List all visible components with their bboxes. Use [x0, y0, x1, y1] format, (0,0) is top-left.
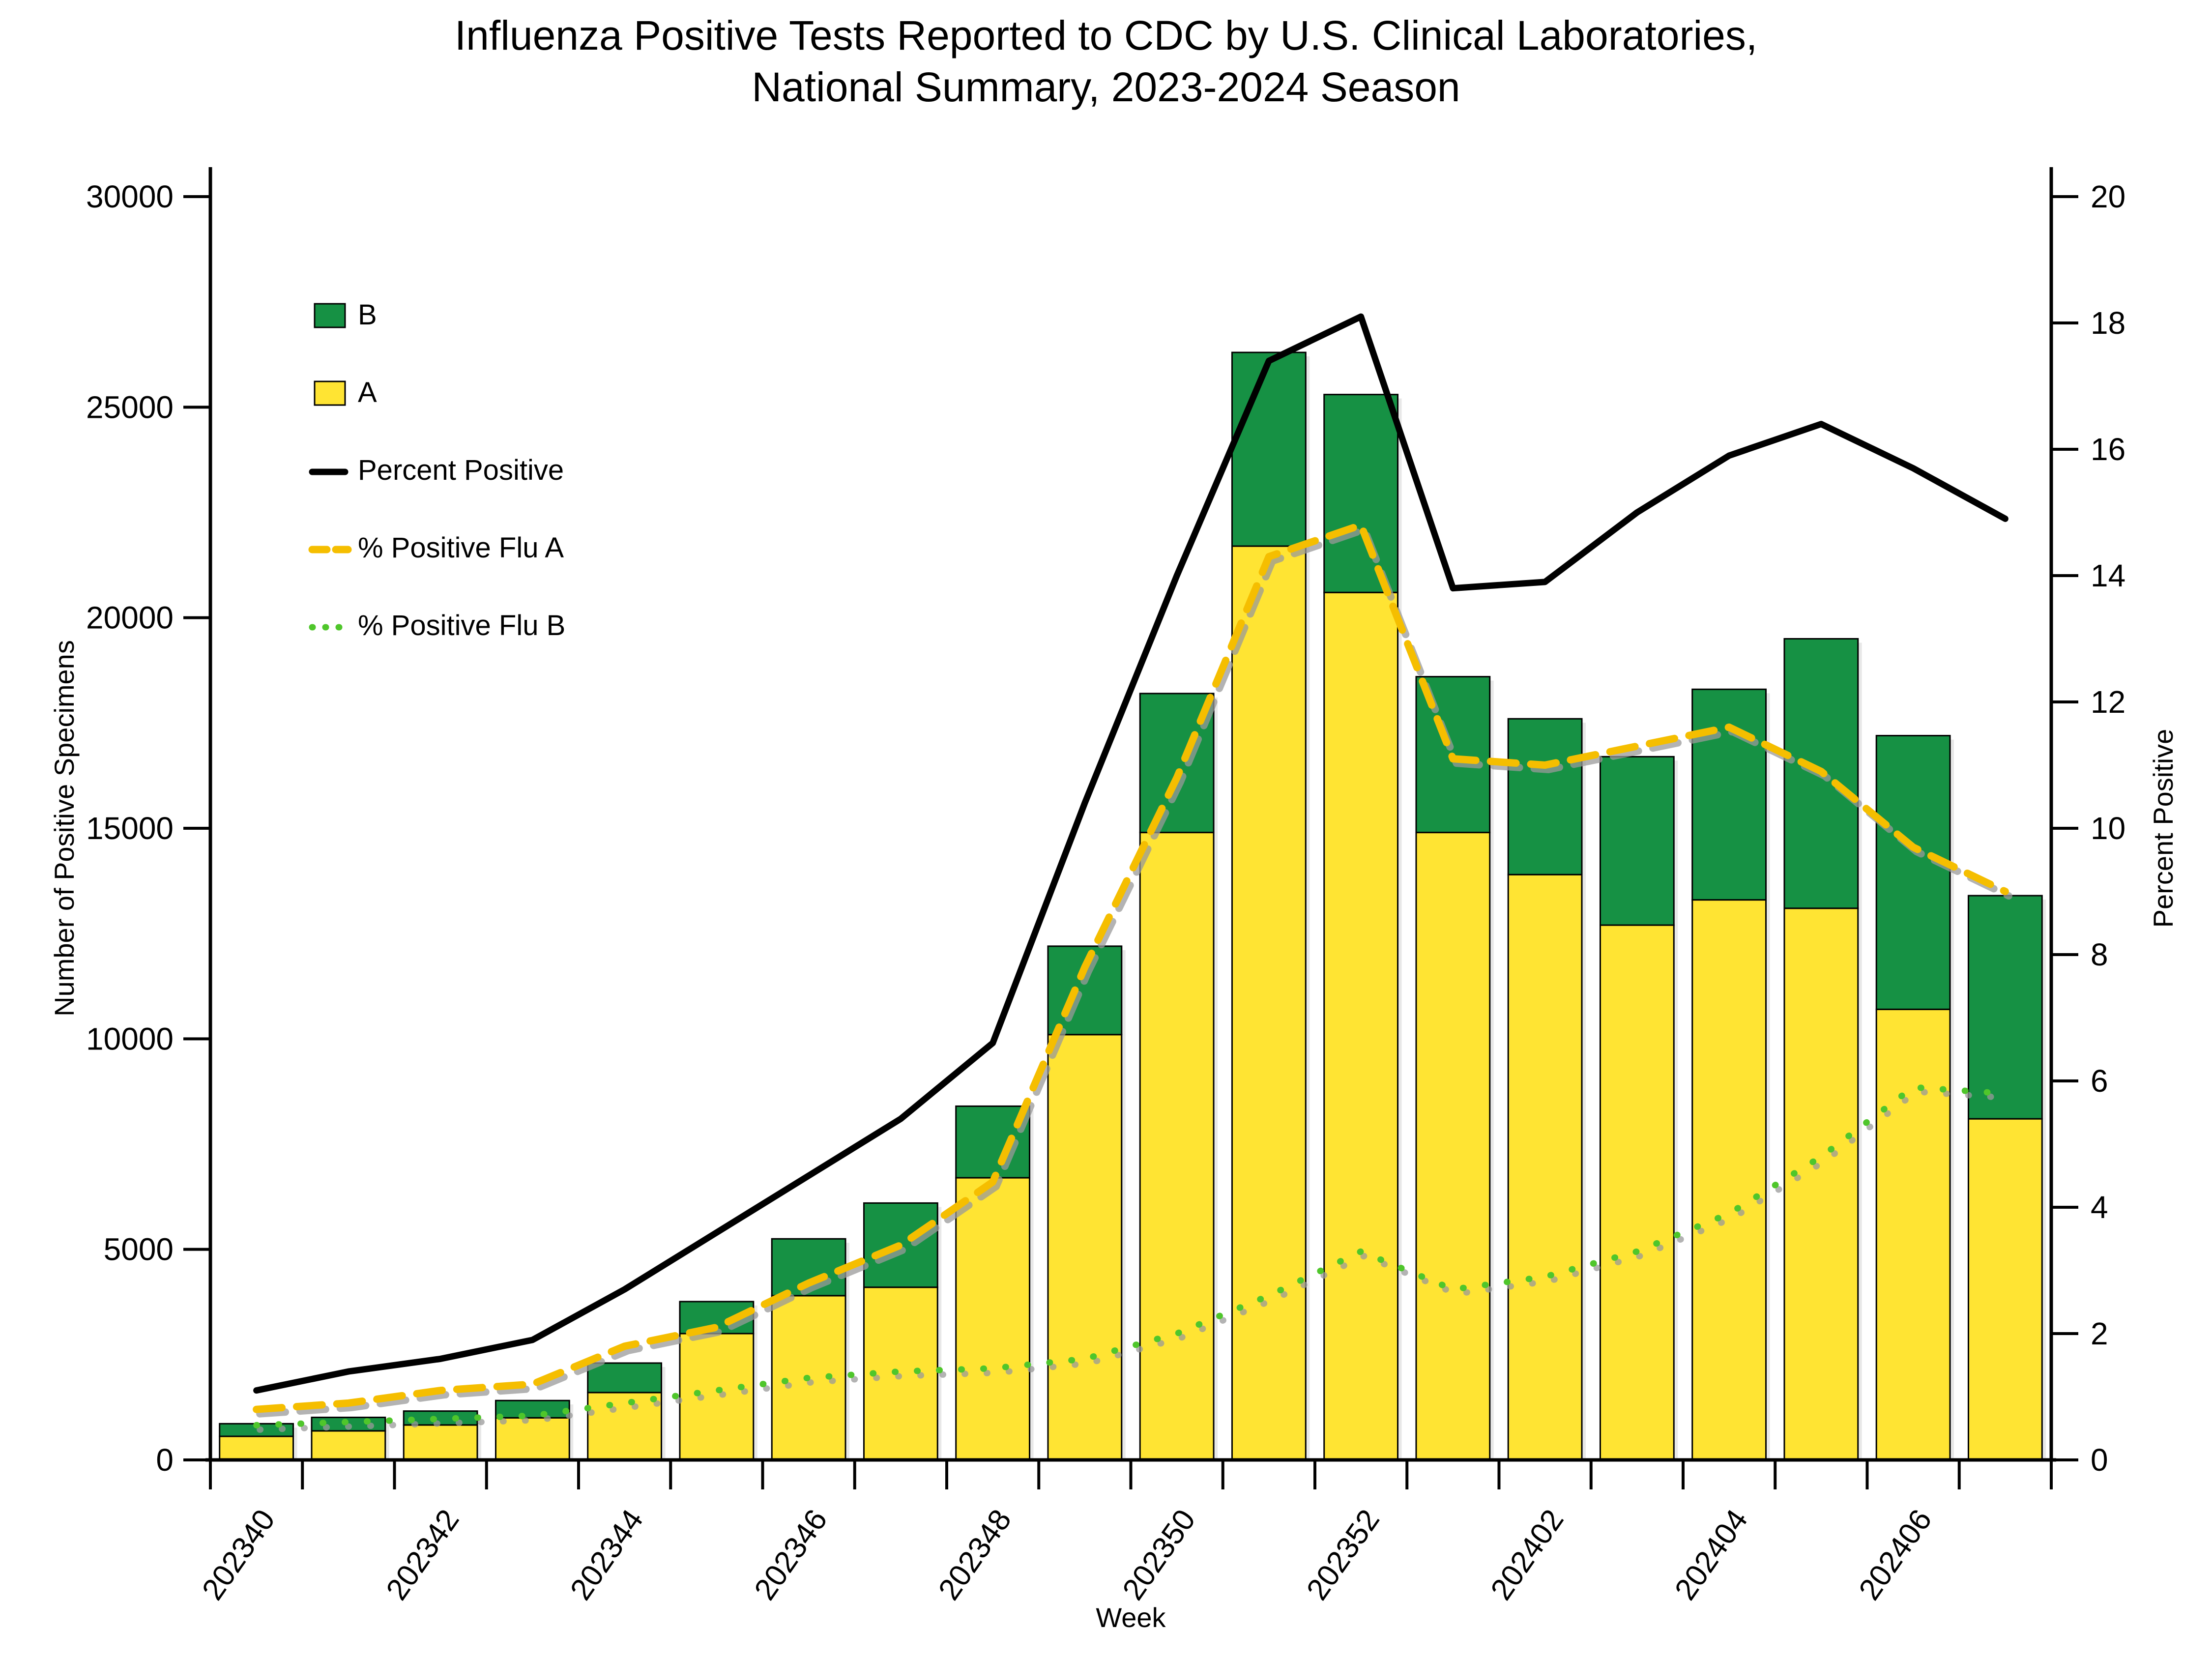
right-tick-label: 20 [2091, 179, 2126, 214]
bar-flu-a [1140, 833, 1214, 1460]
bar-flu-a [1232, 546, 1306, 1460]
right-tick-label: 16 [2091, 432, 2126, 467]
legend-label-pctb: % Positive Flu B [358, 610, 566, 641]
bar-flu-a [312, 1431, 385, 1460]
left-tick-label: 20000 [86, 600, 174, 636]
left-tick-label: 25000 [86, 389, 174, 425]
bar-flu-a [1784, 908, 1858, 1460]
bar-flu-b [1968, 896, 2042, 1119]
left-tick-label: 0 [156, 1442, 174, 1478]
x-tick-label: 202406 [1852, 1503, 1939, 1606]
bar-flu-a [404, 1425, 477, 1460]
bar-flu-b [1600, 757, 1674, 925]
right-tick-label: 2 [2091, 1316, 2108, 1351]
bar-flu-b [588, 1363, 662, 1393]
bar-flu-a [1876, 1009, 1950, 1460]
bar-flu-a [1508, 874, 1582, 1460]
legend-swatch-a [315, 381, 345, 405]
bar-flu-b [495, 1400, 569, 1418]
legend-label-a: A [358, 377, 377, 408]
x-tick-label: 202402 [1484, 1503, 1571, 1606]
right-tick-label: 6 [2091, 1063, 2108, 1099]
bar-flu-a [588, 1393, 662, 1460]
chart-title-line2: National Summary, 2023-2024 Season [752, 64, 1460, 110]
x-tick-label: 202348 [931, 1503, 1019, 1606]
x-tick-label: 202340 [195, 1503, 282, 1606]
x-tick-label: 202344 [563, 1503, 650, 1606]
right-tick-label: 12 [2091, 684, 2126, 720]
right-tick-label: 14 [2091, 558, 2126, 593]
legend-label-pct: Percent Positive [358, 454, 564, 486]
right-tick-label: 18 [2091, 305, 2126, 341]
bar-flu-a [220, 1436, 293, 1460]
bar-flu-a [1324, 592, 1398, 1460]
x-tick-label: 202350 [1116, 1503, 1202, 1606]
chart-title-line1: Influenza Positive Tests Reported to CDC by U.S. Clinical Laboratories, [454, 12, 1758, 58]
legend-label-pcta: % Positive Flu A [358, 532, 564, 564]
y-axis-title-left: Number of Positive Specimens [49, 640, 80, 1017]
right-tick-label: 10 [2091, 811, 2126, 846]
bar-flu-a [1968, 1119, 2042, 1460]
bar-flu-a [956, 1178, 1030, 1460]
bar-flu-b [1232, 352, 1306, 546]
right-tick-label: 0 [2091, 1442, 2108, 1478]
bar-flu-a [1692, 900, 1766, 1460]
left-tick-label: 15000 [86, 811, 174, 846]
x-tick-label: 202342 [379, 1503, 466, 1606]
bar-flu-b [1508, 719, 1582, 874]
bar-flu-a [1600, 925, 1674, 1460]
bar-flu-b [1692, 689, 1766, 900]
bar-flu-a [1416, 833, 1490, 1460]
bar-flu-a [680, 1334, 754, 1460]
left-tick-label: 10000 [86, 1021, 174, 1057]
bar-flu-a [495, 1418, 569, 1460]
bar-flu-b [1324, 395, 1398, 593]
left-tick-label: 30000 [86, 179, 174, 214]
x-tick-label: 202404 [1668, 1503, 1755, 1606]
legend-swatch-b [315, 304, 345, 327]
left-tick-label: 5000 [103, 1231, 174, 1267]
y-axis-title-right: Percent Positive [2148, 728, 2179, 928]
right-tick-label: 8 [2091, 937, 2108, 972]
x-axis-title: Week [1096, 1602, 1166, 1633]
bar-flu-b [1876, 736, 1950, 1010]
right-tick-label: 4 [2091, 1190, 2108, 1225]
x-tick-label: 202346 [748, 1503, 834, 1606]
legend-label-b: B [358, 299, 377, 331]
x-tick-label: 202352 [1300, 1503, 1387, 1606]
bar-flu-a [1048, 1035, 1122, 1460]
